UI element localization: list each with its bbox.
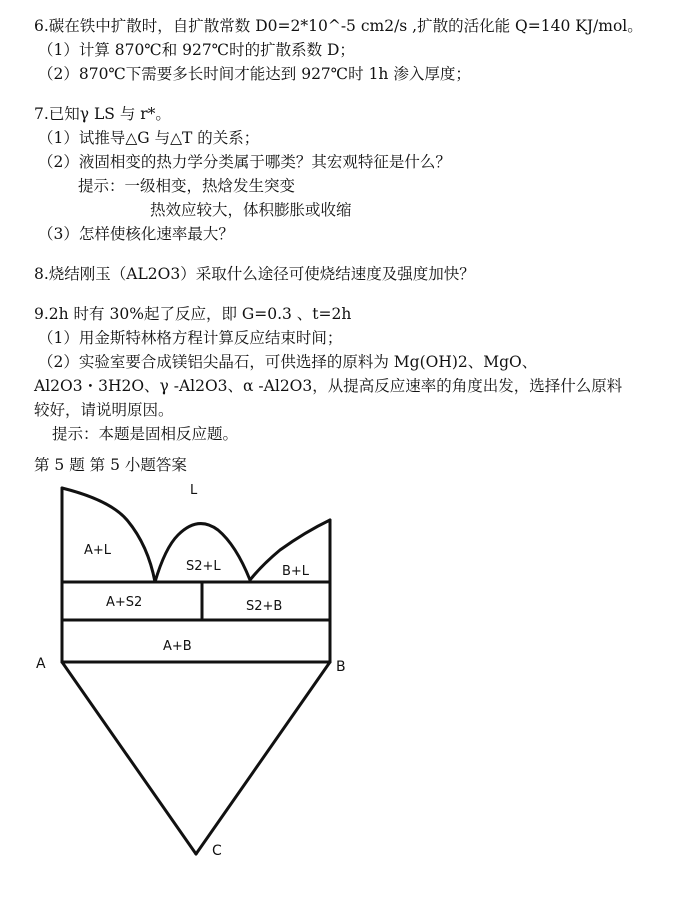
q9-sub2-line2: Al2O3・3H2O、γ -Al2O3、α -Al2O3，从提高反应速率的角度出发，选择什么原料: [34, 377, 623, 395]
q8-title: 8.烧结刚玉（AL2O3）采取什么途径可使烧结速度及强度加快？: [34, 265, 475, 283]
label-region-s2-l: S2+L: [186, 559, 221, 574]
triangle-side-ac: [62, 662, 196, 854]
label-region-a-s2: A+S2: [106, 595, 143, 610]
label-region-a-l: A+L: [84, 543, 112, 558]
q6-sub2: （2）870℃下需要多长时间才能达到 927℃时 1h 渗入厚度；: [38, 65, 471, 83]
label-region-s2-b: S2+B: [246, 599, 283, 614]
vertex-b-label: B: [336, 659, 346, 675]
q6-title: 6.碳在铁中扩散时，自扩散常数 D0=2*10^-5 cm2/s ,扩散的活化能 Q=140 KJ/mol。: [34, 17, 643, 35]
vertex-c-label: C: [212, 843, 222, 859]
q7-sub1: （1）试推导△G 与△T 的关系；: [38, 129, 260, 147]
triangle-side-bc: [196, 662, 330, 854]
q7-sub3: （3）怎样使核化速率最大？: [38, 225, 234, 243]
q7-hint2: 热效应较大，体积膨胀或收缩: [150, 201, 352, 219]
q7-sub2: （2）液固相变的热力学分类属于哪类？其宏观特征是什么？: [38, 153, 451, 171]
q7-title: 7.已知γ LS 与 r*。: [34, 105, 171, 123]
label-region-b-l: B+L: [282, 564, 310, 579]
answer-heading: 第 5 题 第 5 小题答案: [34, 456, 187, 474]
q6-sub1: （1）计算 870℃和 927℃时的扩散系数 D；: [38, 41, 355, 59]
label-region-a-b: A+B: [163, 639, 192, 654]
label-liquid: L: [190, 483, 198, 498]
vertex-a-label: A: [36, 656, 46, 672]
q9-sub2-line1: （2）实验室要合成镁铝尖晶石，可供选择的原料为 Mg(OH)2、MgO、: [38, 353, 538, 371]
phase-diagram: [0, 470, 673, 916]
q7-hint1: 提示：一级相变，热焓发生突变: [78, 177, 296, 195]
q9-title: 9.2h 时有 30%起了反应，即 G=0.3 、t=2h: [34, 305, 352, 323]
q9-hint: 提示：本题是固相反应题。: [52, 425, 239, 443]
q9-sub1: （1）用金斯特林格方程计算反应结束时间；: [38, 329, 343, 347]
q9-sub2-line3: 较好，请说明原因。: [34, 401, 174, 419]
